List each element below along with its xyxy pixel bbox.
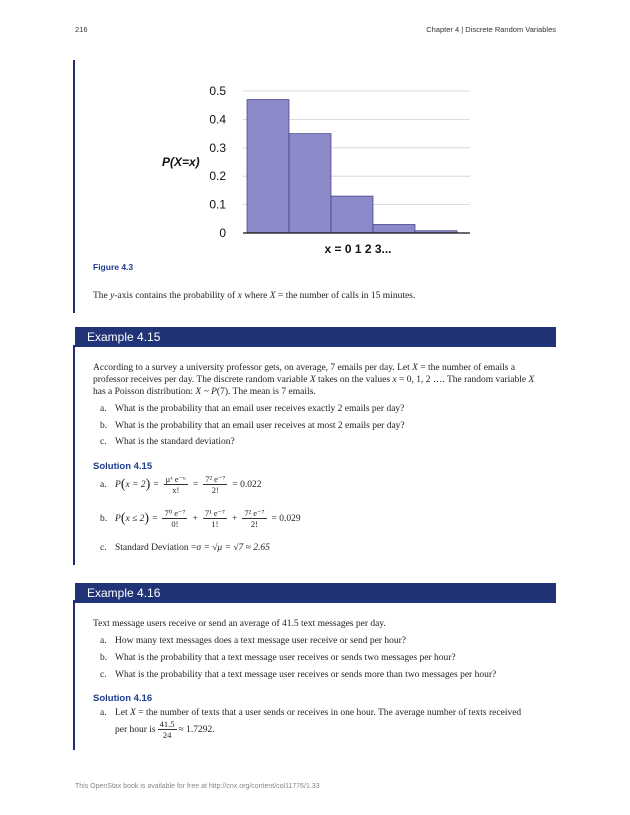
section-accent-bar (73, 600, 75, 750)
example-title-bar: Example 4.16 (75, 583, 556, 603)
y-tick-label: 0.2 (209, 169, 226, 184)
solution-equation-a: a. P ( x = 2 ) = $\frac{\text{μˣ e⁻ᵘ}}{x!}$ = $\frac{\text{7² e⁻⁷}}{2!}$ = 0.022 (100, 474, 262, 495)
section-accent-bar (73, 345, 75, 565)
y-tick-label: 0.1 (209, 197, 226, 212)
section-accent-bar (73, 60, 75, 313)
bar (373, 224, 415, 233)
example-intro: Text message users receive or send an average of 41.5 text messages per day. (93, 619, 386, 629)
question-item: b. What is the probability that an email user receives at most 2 emails per day? (100, 421, 405, 431)
y-axis-label: P(X=x) (162, 155, 200, 169)
poisson-bar-chart (150, 78, 480, 258)
figure-caption: The y-axis contains the probability of x where X = the number of calls in 15 minutes. (93, 291, 416, 301)
y-tick-label: 0 (219, 226, 226, 240)
page-number: 216 (75, 25, 88, 34)
example-title-bar: Example 4.15 (75, 327, 556, 347)
solution-text-line2: per hour is $\frac{41.5}{24}$ ≈ 1.7292. (115, 719, 215, 740)
solution-text: a. Let X = the number of texts that a user sends or receives in one hour. The average number of texts received (100, 708, 522, 718)
question-item: c. What is the probability that a text message user receives or sends more than two messages per hour? (100, 670, 497, 680)
solution-equation-c: c. Standard Deviation = σ = √μ = √7 ≈ 2.65 (100, 543, 270, 553)
solution-title: Solution 4.15 (93, 461, 153, 472)
bar (331, 196, 373, 233)
question-item: a. What is the probability that an email user receives exactly 2 emails per day? (100, 404, 405, 414)
chapter-title: Chapter 4 | Discrete Random Variables (426, 25, 556, 34)
bar (289, 134, 331, 233)
question-item: a. How many text messages does a text message user receive or send per hour? (100, 636, 406, 646)
solution-title: Solution 4.16 (93, 693, 153, 704)
question-item: c. What is the standard deviation? (100, 437, 235, 447)
example-intro: According to a survey a university professor gets, on average, 7 emails per day. Let X = the number of emails a professor receives per day. The discrete random variable X takes on the values x = 0, 1, 2 …. The random variable X has a Poisson distribution: X ~ P(7). The mean is 7 emails. (93, 363, 535, 397)
y-tick-label: 0.3 (209, 140, 226, 155)
question-item: b. What is the probability that a text message user receives or sends two messages per hour? (100, 653, 456, 663)
footer-note: This OpenStax book is available for free at http://cnx.org/content/col11776/1.33 (75, 783, 320, 790)
y-tick-label: 0.4 (209, 112, 226, 127)
solution-equation-b: b. P ( x ≤ 2 ) = $\frac{\text{7⁰ e⁻⁷}}{0!}$ + $\frac{\text{7¹ e⁻⁷}}{1!}$ + $\frac{\text{7² e⁻⁷}}{2!}$ = 0.029 (100, 508, 301, 529)
x-axis-label: x = 0 1 2 3... (324, 242, 392, 256)
bar (247, 100, 289, 233)
chart-svg (150, 78, 480, 258)
figure-label: Figure 4.3 (93, 262, 134, 272)
y-tick-label: 0.5 (209, 84, 226, 98)
